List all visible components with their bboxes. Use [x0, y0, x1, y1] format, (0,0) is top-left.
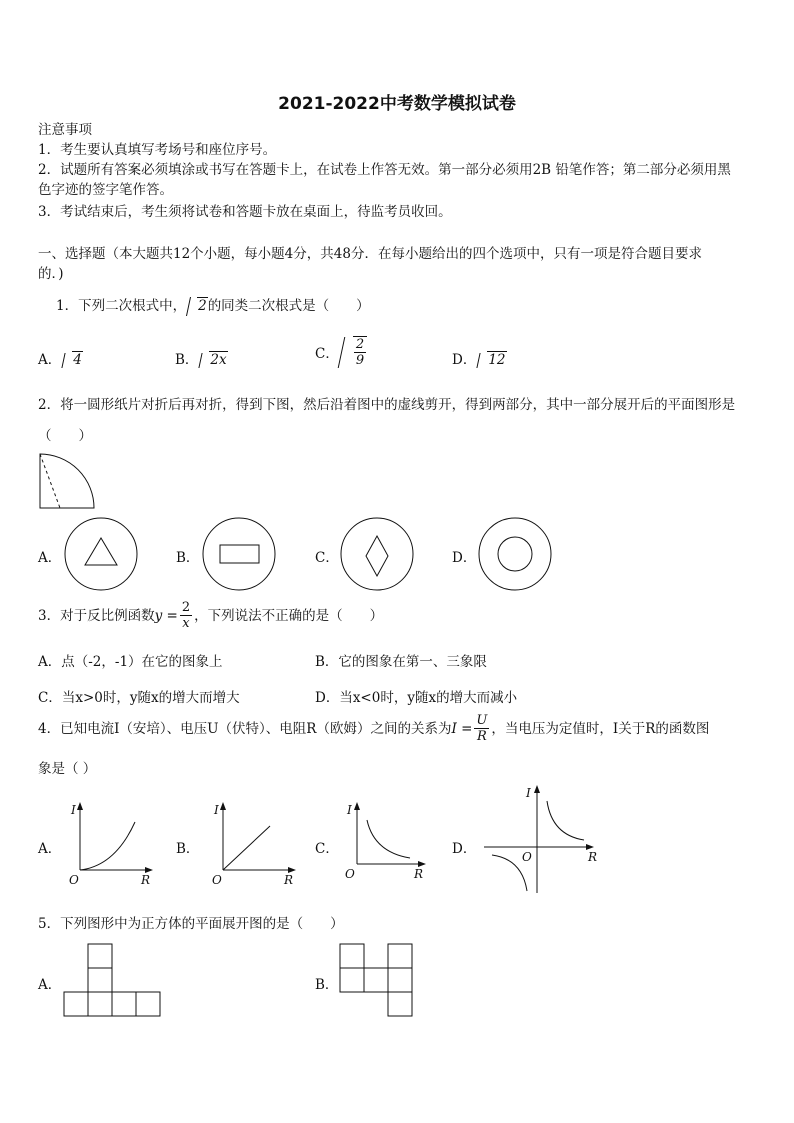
- svg-text:R: R: [284, 873, 294, 887]
- q3-option-b[interactable]: B．它的图象在第一、三象限: [315, 654, 487, 670]
- question-4: 4．已知电流I（安培）、电压U（伏特）、电阻R（欧姆）之间的关系为 I = $\frac{U}{R}$ ，当电压为定值时，I关于R的函数图: [38, 713, 710, 744]
- q4-option-c-label[interactable]: C．: [315, 841, 339, 857]
- svg-text:R: R: [588, 850, 598, 864]
- q1-option-d[interactable]: D． 12: [452, 352, 506, 368]
- sqrt-2: 2: [188, 296, 208, 316]
- q4-option-d-label[interactable]: D．: [452, 841, 477, 857]
- notice-item-2: 2．试题所有答案必须填涂或书写在答题卡上，在试卷上作答无效。第一部分必须用2B 铅笔作答；第二部分必须用黑: [38, 162, 731, 178]
- question-1-suffix: 的同类二次根式是（ ）: [207, 298, 370, 314]
- q4-option-b-graph[interactable]: [208, 800, 303, 890]
- q2-option-b-figure[interactable]: [201, 516, 279, 594]
- axis-i-label: I: [71, 803, 76, 817]
- q5-option-b-net[interactable]: [340, 944, 416, 1020]
- fraction-2-over-x: $\frac{2}{x}$: [181, 600, 191, 631]
- q4-option-a-graph[interactable]: [65, 800, 160, 890]
- question-2-cont: （ ）: [38, 428, 92, 444]
- notice-item-2-cont: 色字迹的签字笔作答。: [38, 182, 173, 198]
- section-heading-cont: 的．): [38, 266, 64, 282]
- q5-option-b-label[interactable]: B．: [315, 977, 339, 993]
- svg-text:I: I: [214, 803, 219, 817]
- q4-option-b-label[interactable]: B．: [176, 841, 200, 857]
- question-3: 3．对于反比例函数 y = $\frac{2}{x}$ ，下列说法不正确的是（ ）: [38, 600, 384, 631]
- q1-option-a[interactable]: A． 4: [38, 352, 82, 368]
- function-lhs: y =: [154, 607, 178, 624]
- svg-text:I: I: [347, 803, 352, 817]
- svg-text:O: O: [522, 850, 532, 864]
- q2-option-a-figure[interactable]: [63, 516, 141, 594]
- page-title: 2021-2022中考数学模拟试卷: [278, 94, 516, 114]
- section-heading: 一、选择题（本大题共12个小题，每小题4分，共48分．在每小题给出的四个选项中，只有一项是符合题目要求: [38, 246, 702, 262]
- q2-option-c-label[interactable]: C．: [315, 550, 339, 566]
- q1-option-b[interactable]: B． 2x: [175, 352, 227, 368]
- q4-option-c-graph[interactable]: [342, 800, 437, 890]
- q3-option-a[interactable]: A．点（-2，-1）在它的图象上: [38, 654, 223, 670]
- question-1: [56, 296, 370, 316]
- notice-heading: 注意事项: [38, 122, 92, 138]
- q2-option-a-label[interactable]: A．: [38, 550, 62, 566]
- svg-text:O: O: [345, 867, 355, 881]
- notice-item-3: 3．考试结束后，考生须将试卷和答题卡放在桌面上，待监考员收回。: [38, 204, 452, 220]
- q3-option-d[interactable]: D．当x<0时，y随x的增大而减小: [315, 690, 518, 706]
- q2-option-d-figure[interactable]: [477, 516, 555, 594]
- q5-option-a-net[interactable]: [64, 944, 162, 1020]
- q2-option-c-figure[interactable]: [339, 516, 417, 594]
- q4-option-d-graph[interactable]: [480, 783, 605, 895]
- q2-option-d-label[interactable]: D．: [452, 550, 477, 566]
- origin-label: O: [69, 873, 79, 887]
- fraction-u-over-r: $\frac{U}{R}$: [476, 713, 488, 744]
- svg-text:O: O: [212, 873, 222, 887]
- q5-option-a-label[interactable]: A．: [38, 977, 62, 993]
- svg-text:I: I: [526, 786, 531, 800]
- q2-option-b-label[interactable]: B．: [176, 550, 200, 566]
- question-4-cont: 象是（ ）: [38, 761, 97, 777]
- question-1-prefix: 1．下列二次根式中，: [56, 298, 187, 314]
- q3-option-c[interactable]: C．当x>0时，y随x的增大而增大: [38, 690, 240, 706]
- question-5: 5．下列图形中为正方体的平面展开图的是（ ）: [38, 916, 344, 932]
- folded-paper-figure: [38, 452, 98, 512]
- q4-option-a-label[interactable]: A．: [38, 841, 62, 857]
- question-2: 2．将一圆形纸片对折后再对折，得到下图，然后沿着图中的虚线剪开，得到两部分，其中一部分展开后的平面图形是: [38, 397, 736, 413]
- svg-text:R: R: [414, 867, 424, 881]
- q1-option-c[interactable]: C． $\frac{2}{9}$: [315, 336, 369, 368]
- axis-r-label: R: [141, 873, 151, 887]
- notice-item-1: 1．考生要认真填写考场号和座位序号。: [38, 142, 277, 158]
